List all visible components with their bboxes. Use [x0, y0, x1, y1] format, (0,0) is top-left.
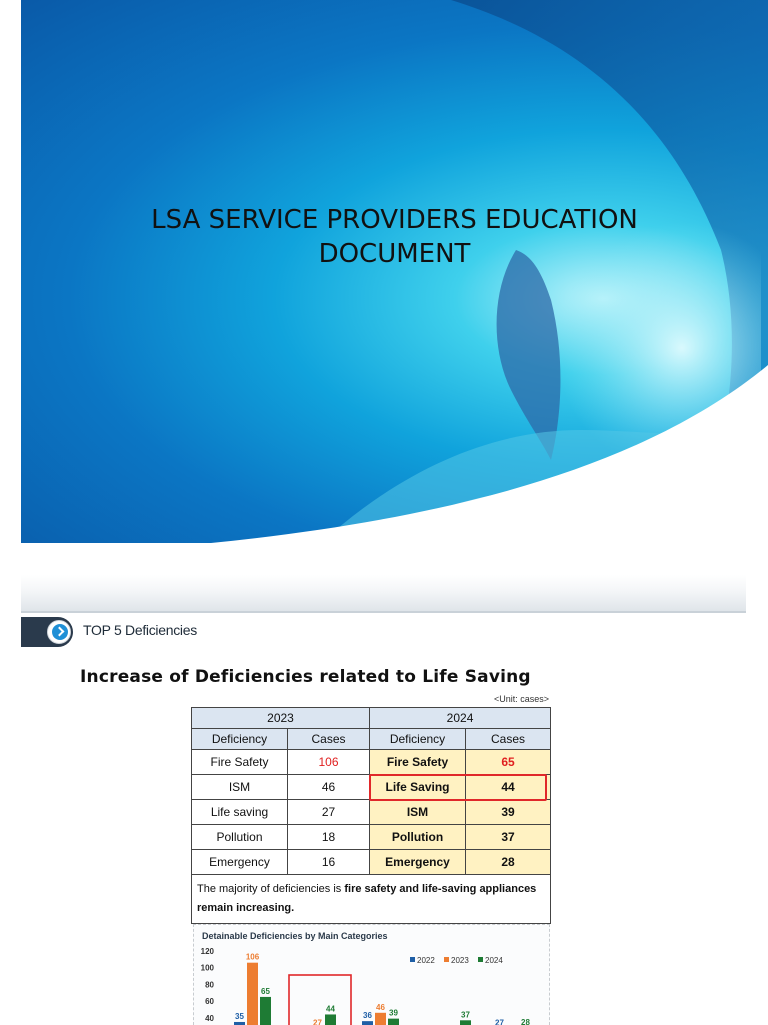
table-note	[192, 875, 551, 924]
chevron-right-icon	[47, 620, 71, 644]
bar-value-label: 27	[313, 1018, 322, 1025]
unit-label: <Unit: cases>	[493, 694, 549, 704]
chart-legend	[410, 956, 503, 965]
legend-swatch	[478, 957, 483, 962]
bar	[247, 963, 258, 1025]
legend-label: 2022	[417, 956, 435, 965]
slide-header-bar	[21, 575, 746, 613]
table-row	[192, 750, 551, 775]
chart-title: Detainable Deficiencies by Main Categories	[202, 931, 388, 941]
y-tick-label: 60	[205, 997, 214, 1007]
header-deficiency: Deficiency	[192, 729, 288, 750]
slide-headline: Increase of Deficiencies related to Life Saving	[80, 667, 531, 687]
cell-2024-deficiency: ISM	[370, 800, 466, 825]
slide-title-line-1: LSA SERVICE PROVIDERS EDUCATION	[151, 205, 638, 235]
deficiency-table	[191, 707, 551, 924]
bar-value-label: 65	[261, 986, 270, 996]
bar-value-label: 106	[245, 952, 260, 962]
bar-value-label: 37	[461, 1010, 470, 1020]
bar-value-label: 46	[376, 1002, 385, 1012]
cell-2024-cases: 28	[466, 850, 551, 875]
bar	[362, 1021, 373, 1025]
y-tick-label: 40	[205, 1013, 214, 1023]
legend-swatch	[410, 957, 415, 962]
cell-2023-deficiency: Pollution	[192, 825, 288, 850]
bar-value-label: 36	[363, 1011, 372, 1021]
note-text: The majority of deficiencies is	[197, 883, 345, 895]
life-saving-highlight-box	[369, 774, 547, 801]
cell-2023-cases: 46	[288, 775, 370, 800]
cell-2023-cases: 16	[288, 850, 370, 875]
header-cases: Cases	[288, 729, 370, 750]
cell-2023-deficiency: Life saving	[192, 800, 288, 825]
header-year-2023: 2023	[192, 708, 370, 729]
cell-2024-deficiency: Pollution	[370, 825, 466, 850]
section-label: TOP 5 Deficiencies	[83, 622, 197, 638]
table-row	[192, 800, 551, 825]
bar	[460, 1020, 471, 1025]
cell-2024-deficiency: Life Saving	[370, 775, 466, 800]
ship-bow-background	[21, 0, 768, 543]
bar-value-label: 44	[326, 1004, 335, 1014]
bar	[375, 1013, 386, 1025]
detainable-deficiencies-chart	[193, 924, 550, 1025]
bar	[325, 1014, 336, 1025]
legend-label: 2024	[485, 956, 503, 965]
slide-header-divider	[21, 611, 746, 613]
cell-2023-cases: 18	[288, 825, 370, 850]
cell-2024-cases: 44	[466, 775, 551, 800]
header-deficiency: Deficiency	[370, 729, 466, 750]
legend-swatch	[444, 957, 449, 962]
y-tick-label: 120	[200, 947, 214, 956]
cell-2024-cases: 39	[466, 800, 551, 825]
bar-value-label: 39	[389, 1008, 398, 1018]
bar	[260, 997, 271, 1025]
cell-2023-cases: 27	[288, 800, 370, 825]
cell-2023-deficiency: Emergency	[192, 850, 288, 875]
cell-2023-deficiency: Fire Safety	[192, 750, 288, 775]
slide-title-line-2: DOCUMENT	[318, 239, 471, 269]
header-year-2024: 2024	[370, 708, 551, 729]
table-row	[192, 850, 551, 875]
table-row	[192, 825, 551, 850]
cell-2024-deficiency: Emergency	[370, 850, 466, 875]
header-cases: Cases	[466, 729, 551, 750]
bar-value-label: 35	[235, 1011, 244, 1021]
cell-2023-deficiency: ISM	[192, 775, 288, 800]
cell-2023-cases: 106	[288, 750, 370, 775]
cell-2024-cases: 37	[466, 825, 551, 850]
cell-2024-cases: 65	[466, 750, 551, 775]
note-emphasis: fire safety and life-saving appliances remain increasing.	[197, 883, 537, 914]
title-slide	[21, 0, 768, 543]
chart-highlight-box	[289, 975, 351, 1025]
y-tick-label: 100	[200, 963, 214, 973]
legend-label: 2023	[451, 956, 469, 965]
chart-y-axis	[201, 947, 215, 1023]
bar-value-label: 28	[521, 1017, 530, 1025]
y-tick-label: 80	[205, 980, 214, 990]
chart-canvas	[194, 925, 549, 1025]
bar	[388, 1019, 399, 1025]
bar-value-label: 27	[495, 1018, 504, 1025]
slide-title	[81, 203, 708, 271]
cell-2024-deficiency: Fire Safety	[370, 750, 466, 775]
